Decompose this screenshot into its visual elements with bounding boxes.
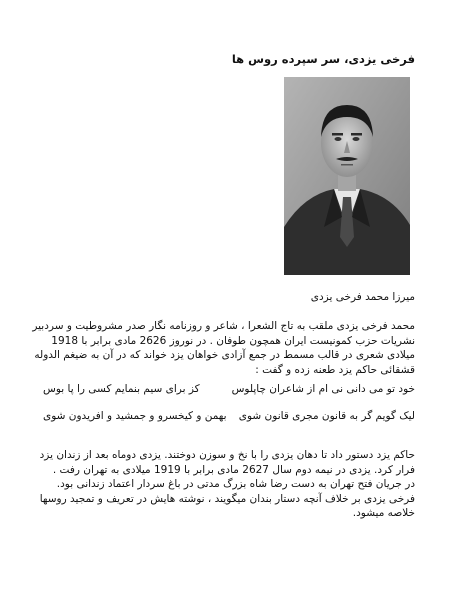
poem-couplet-2 bbox=[43, 410, 415, 426]
portrait-photo bbox=[284, 77, 410, 275]
paragraph-line: میلادی شعری در قالب مسمط در جمع آزادی خواهان یزد خواند که در آن به ضیغم الدوله bbox=[34, 349, 415, 361]
paragraph-line: فرار کرد. یزدی در نیمه دوم سال 2627 مادی برابر با 1919 میلادی به تهران رفت . bbox=[52, 463, 415, 476]
poem-hemistich-right: لیک گویم گر به قانون مجری قانون شوی bbox=[238, 410, 415, 422]
paragraph-body bbox=[39, 448, 415, 521]
paragraph-line: فرخی یزدی بر خلاف آنچه دستار بندان میگویند ، نوشته هایش در تعریف و تمجید روسها bbox=[39, 492, 415, 505]
paragraph-line: قشقائی حاکم یزد طعنه زده و گفت : bbox=[255, 363, 415, 376]
poem-hemistich-right: خود تو می دانی نی ام از شاعران چاپلوس bbox=[231, 383, 415, 395]
paragraph-line: نشریات حزب کمونیست ایران همچون طوفان . در نوروز 2626 مادی برابر با 1918 bbox=[51, 334, 415, 347]
paragraph-line: خلاصه میشود. bbox=[352, 507, 415, 519]
poem-couplet-1 bbox=[43, 383, 415, 399]
document-title: فرخی یزدی، سر سپرده روس ها bbox=[231, 52, 415, 66]
paragraph-line: محمد فرخی یزدی ملقب به تاج الشعرا ، شاعر و روزنامه نگار صدر مشروطیت و سردبیر bbox=[32, 320, 415, 332]
paragraph-intro bbox=[32, 319, 415, 377]
poem-hemistich-left: کز برای سیم بنمایم کسی را پا بوس bbox=[43, 383, 200, 395]
poem-hemistich-left: بهمن و کیخسرو و جمشید و افریدون شوی bbox=[43, 410, 227, 422]
paragraph-line: در جریان فتح تهران به دست رضا شاه بزرگ مدتی در باغ سردار اعتماد زندانی بود. bbox=[56, 478, 415, 490]
paragraph-line: حاکم یزد دستور داد تا دهان یزدی را با نخ و سوزن دوختند. یزدی دوماه بعد از زندان یزد bbox=[39, 449, 415, 461]
portrait-caption: میرزا محمد فرخی یزدی bbox=[310, 291, 415, 303]
